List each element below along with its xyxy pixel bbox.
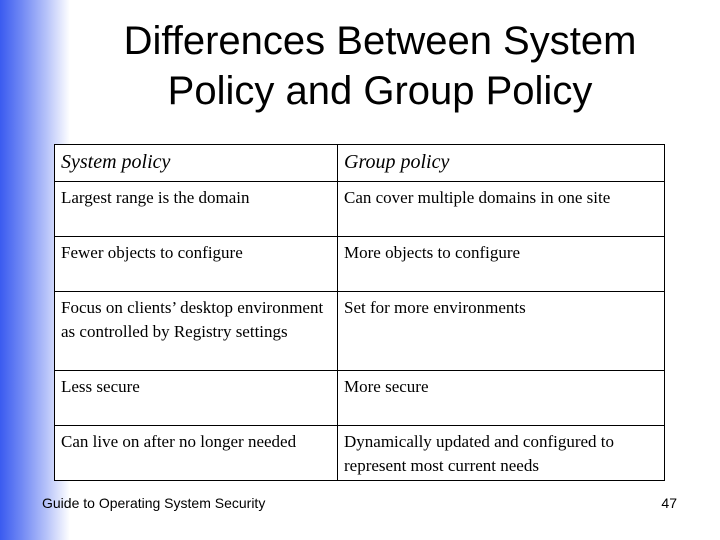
group-policy-cell: More secure (338, 371, 665, 426)
group-policy-cell: Set for more environments (338, 292, 665, 371)
table-row (55, 237, 665, 292)
table-row (55, 182, 665, 237)
table-row (55, 371, 665, 426)
table-row (55, 292, 665, 371)
header-system-policy: System policy (55, 145, 338, 182)
title-line-1: Differences Between System (123, 19, 637, 63)
system-policy-cell: Focus on clients’ desktop environment as controlled by Registry settings (55, 292, 338, 371)
group-policy-cell: Can cover multiple domains in one site (338, 182, 665, 237)
system-policy-cell: Can live on after no longer needed (55, 426, 338, 481)
system-policy-cell: Less secure (55, 371, 338, 426)
comparison-table (54, 144, 665, 481)
footer-text: Guide to Operating System Security (42, 495, 266, 511)
group-policy-cell: Dynamically updated and configured to represent most current needs (338, 426, 665, 481)
header-group-policy: Group policy (338, 145, 665, 182)
system-policy-cell: Fewer objects to configure (55, 237, 338, 292)
table-header-row (55, 145, 665, 182)
page-number: 47 (661, 495, 677, 511)
slide-title (50, 16, 710, 116)
table-row (55, 426, 665, 481)
group-policy-cell: More objects to configure (338, 237, 665, 292)
system-policy-cell: Largest range is the domain (55, 182, 338, 237)
title-line-2: Policy and Group Policy (167, 69, 593, 113)
